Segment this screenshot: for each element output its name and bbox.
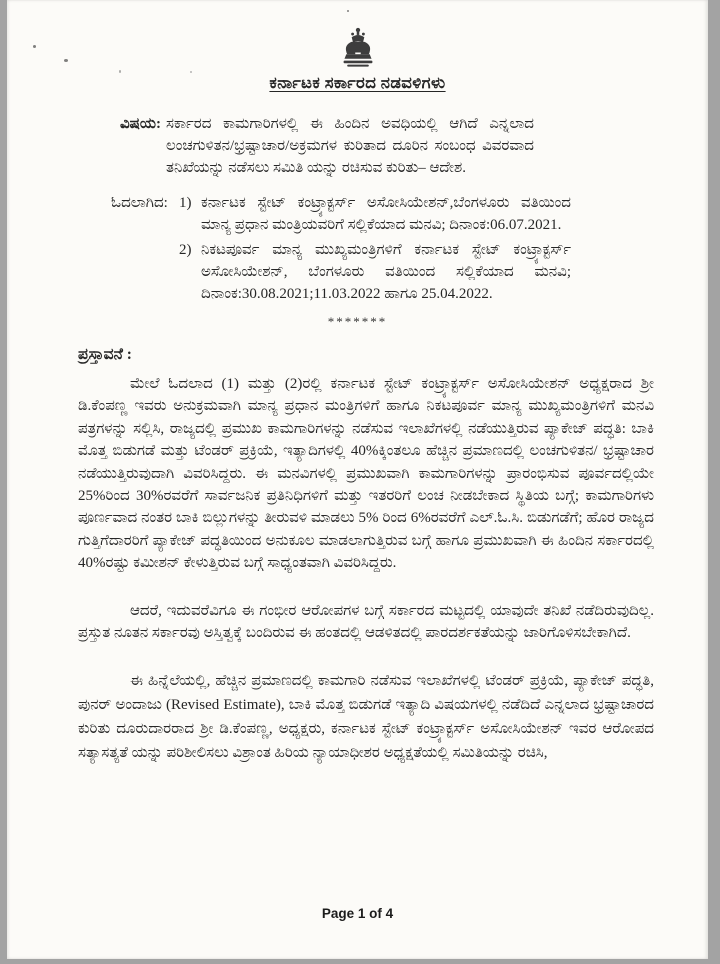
scan-speck [119, 70, 121, 73]
karnataka-state-emblem-icon [340, 26, 376, 70]
read-item-number: 1) [179, 195, 192, 211]
document-title: ಕರ್ನಾಟಕ ಸರ್ಕಾರದ ನಡವಳಿಗಳು [269, 73, 446, 92]
document-page [7, 0, 708, 959]
scan-speck [33, 45, 36, 48]
read-item [179, 239, 571, 305]
subject-label: ವಿಷಯ: [120, 116, 161, 132]
read-item-number: 2) [179, 242, 192, 258]
scan-speck [347, 10, 349, 12]
read-label: ಓದಲಾಗಿದ: [111, 195, 168, 211]
preamble-heading: ಪ್ರಸ್ತಾವನೆ : [78, 346, 132, 363]
read-items [179, 192, 571, 305]
read-section [111, 192, 708, 305]
scan-speck [64, 59, 68, 62]
preamble-paragraph: ಈ ಹಿನ್ನೆಲೆಯಲ್ಲಿ, ಹೆಚ್ಚಿನ ಪ್ರಮಾಣದಲ್ಲಿ ಕಾಮಗಾರಿ ನಡೆಸುವ ಇಲಾಖೆಗಳಲ್ಲಿ ಟೆಂಡರ್ ಪ್ರಕ್ರಿಯೆ, ಪ್ಯಾಕೇಜ್ ಪದ್ಧತಿ, ಪುನರ್ ಅಂದಾಜು (Revised Estimate), ಬಾಕಿ ಮೊತ್ತ ಬಿಡುಗಡೆ ಇತ್ಯಾದಿ ವಿಷಯಗಳಲ್ಲಿ ನಡೆದಿದೆ ಎನ್ನಲಾದ ಭ್ರಷ್ಟಾಚಾರದ ಕುರಿತು ದೂರುದಾರರಾದ ಶ್ರೀ ಡಿ.ಕೆಂಪಣ್ಣ, ಅಧ್ಯಕ್ಷರು, ಕರ್ನಾಟಕ ಸ್ಟೇಟ್ ಕಂಟ್ರ್ಯಾಕ್ಟರ್ಸ್ ಅಸೋಸಿಯೇಶನ್ ಇವರ ಆರೋಪದ ಸತ್ಯಾಸತ್ಯತೆ ಯನ್ನು ಪರಿಶೀಲಿಸಲು ವಿಶ್ರಾಂತ ಹಿರಿಯ ನ್ಯಾಯಾಧೀಶರ ಅಧ್ಯಕ್ಷತೆಯಲ್ಲಿ ಸಮಿತಿಯನ್ನು ರಚಿಸಿ, [78, 673, 654, 762]
page-number-footer: Page 1 of 4 [321, 906, 394, 921]
read-item [179, 192, 571, 236]
preamble-paragraph: ಮೇಲೆ ಓದಲಾದ (1) ಮತ್ತು (2)ರಲ್ಲಿ ಕರ್ನಾಟಕ ಸ್ಟೇಟ್ ಕಂಟ್ರ್ಯಾಕ್ಟರ್ಸ್ ಅಸೋಸಿಯೇಶನ್ ಅಧ್ಯಕ್ಷರಾದ ಶ್ರೀ ಡಿ.ಕೆಂಪಣ್ಣ ಇವರು ಅನುಕ್ರಮವಾಗಿ ಮಾನ್ಯ ಪ್ರಧಾನ ಮಂತ್ರಿಗಳಿಗೆ ಹಾಗೂ ನಿಕಟಪೂರ್ವ ಮಾನ್ಯ ಮುಖ್ಯಮಂತ್ರಿಗಳಿಗೆ ಮನವಿ ಪತ್ರಗಳನ್ನು ಸಲ್ಲಿಸಿ, ರಾಜ್ಯದಲ್ಲಿ ಪ್ರಮುಖ ಕಾಮಗಾರಿಗಳನ್ನು ನಡೆಸುವ ಇಲಾಖೆಗಳಲ್ಲಿ ನಡೆಯುತ್ತಿರುವ ಪ್ಯಾಕೇಜ್ ಪದ್ಧತಿ: ಬಾಕಿ ಮೊತ್ತ ಬಿಡುಗಡೆ ಮತ್ತು ಟೆಂಡರ್ ಪ್ರಕ್ರಿಯೆ, ಇತ್ಯಾದಿಗಳಲ್ಲಿ 40%ಕ್ಕಿಂತಲೂ ಹೆಚ್ಚಿನ ಪ್ರಮಾಣದಲ್ಲಿ ಲಂಚಗುಳಿತನ/ ಭ್ರಷ್ಟಾಚಾರ ನಡೆಯುತ್ತಿರುವುದಾಗಿ ವಿವರಿಸಿದ್ದರು. ಈ ಮನವಿಗಳಲ್ಲಿ ಪ್ರಮುಖವಾಗಿ ಕಾಮಗಾರಿಗಳನ್ನು ಪ್ರಾರಂಭಿಸುವ ಪೂರ್ವದಲ್ಲಿಯೇ 25%ರಿಂದ 30%ರವರೆಗೆ ಸಾರ್ವಜನಿಕ ಪ್ರತಿನಿಧಿಗಳಿಗೆ ಮತ್ತು ಇತರರಿಗೆ ಲಂಚ ನೀಡಬೇಕಾದ ಸ್ಥಿತಿಯ ಬಗ್ಗೆ; ಕಾಮಗಾರಿಗಳು ಪೂರ್ಣವಾದ ನಂತರ ಬಾಕಿ ಬಿಲ್ಲುಗಳನ್ನು ತೀರುವಳಿ ಮಾಡಲು 5% ರಿಂದ 6%ರವರೆಗೆ ಎಲ್.ಓ.ಸಿ. ಬಿಡುಗಡೆಗೆ; ಹೊರ ರಾಜ್ಯದ ಗುತ್ತಿಗೆದಾರರಿಗೆ ಪ್ಯಾಕೇಜ್ ಪದ್ಧತಿಯಿಂದ ಅನುಕೂಲ ಮಾಡಲಾಗುತ್ತಿರುವ ಬಗ್ಗೆ ಹಾಗೂ ಪ್ರಮುಖವಾಗಿ ಈ ಹಿಂದಿನ ಸರ್ಕಾರದಲ್ಲಿ 40%ರಷ್ಟು ಕಮೀಶನ್ ಕೇಳುತ್ತಿರುವ ಬಗ್ಗೆ ಸಾಧ್ಯಂತವಾಗಿ ವಿವರಿಸಿದ್ದರು. [78, 376, 654, 572]
read-item-text: ನಿಕಟಪೂರ್ವ ಮಾನ್ಯ ಮುಖ್ಯಮಂತ್ರಿಗಳಿಗೆ ಕರ್ನಾಟಕ ಸ್ಟೇಟ್ ಕಂಟ್ರ್ಯಾಕ್ಟರ್ಸ್ ಅಸೋಸಿಯೇಶನ್, ಬೆಂಗಳೂರು ವತಿಯಿಂದ ಸಲ್ಲಿಕೆಯಾದ ಮನವಿ; ದಿನಾಂಕ:30.08.2021;11.03.2022 ಹಾಗೂ 25.04.2022. [201, 242, 571, 302]
preamble-paragraph: ಆದರೆ, ಇದುವರೆವಿಗೂ ಈ ಗಂಭೀರ ಆರೋಪಗಳ ಬಗ್ಗೆ ಸರ್ಕಾರದ ಮಟ್ಟದಲ್ಲಿ ಯಾವುದೇ ತನಿಖೆ ನಡೆದಿರುವುದಿಲ್ಲ. ಪ್ರಸ್ತುತ ನೂತನ ಸರ್ಕಾರವು ಅಸ್ತಿತ್ವಕ್ಕೆ ಬಂದಿರುವ ಈ ಹಂತದಲ್ಲಿ ಆಡಳಿತದಲ್ಲಿ ಪಾರದರ್ಶಕತೆಯನ್ನು ಜಾರಿಗೊಳಿಸಬೇಕಾಗಿದೆ. [78, 602, 654, 642]
separator-stars: ******* [327, 314, 388, 329]
subject-text: ಸರ್ಕಾರದ ಕಾಮಗಾರಿಗಳಲ್ಲಿ ಈ ಹಿಂದಿನ ಅವಧಿಯಲ್ಲಿ ಆಗಿದೆ ಎನ್ನಲಾದ ಲಂಚಗುಳಿತನ/ಭ್ರಷ್ಟಾಚಾರ/ಅಕ್ರಮಗಳ ಕುರಿತಾದ ದೂರಿನ ಸಂಬಂಧ ವಿವರವಾದ ತನಿಖೆಯನ್ನು ನಡೆಸಲು ಸಮಿತಿ ಯನ್ನು ರಚಿಸುವ ಕುರಿತು– ಆದೇಶ. [166, 116, 534, 176]
subject-section [120, 113, 708, 179]
read-item-text: ಕರ್ನಾಟಕ ಸ್ಟೇಟ್ ಕಂಟ್ರ್ಯಾಕ್ಟರ್ಸ್ ಅಸೋಸಿಯೇಶನ್,ಬೆಂಗಳೂರು ವತಿಯಿಂದ ಮಾನ್ಯ ಪ್ರಧಾನ ಮಂತ್ರಿಯವರಿಗೆ ಸಲ್ಲಿಕೆಯಾದ ಮನವಿ; ದಿನಾಂಕ:06.07.2021. [201, 195, 571, 233]
scan-speck [190, 71, 192, 73]
